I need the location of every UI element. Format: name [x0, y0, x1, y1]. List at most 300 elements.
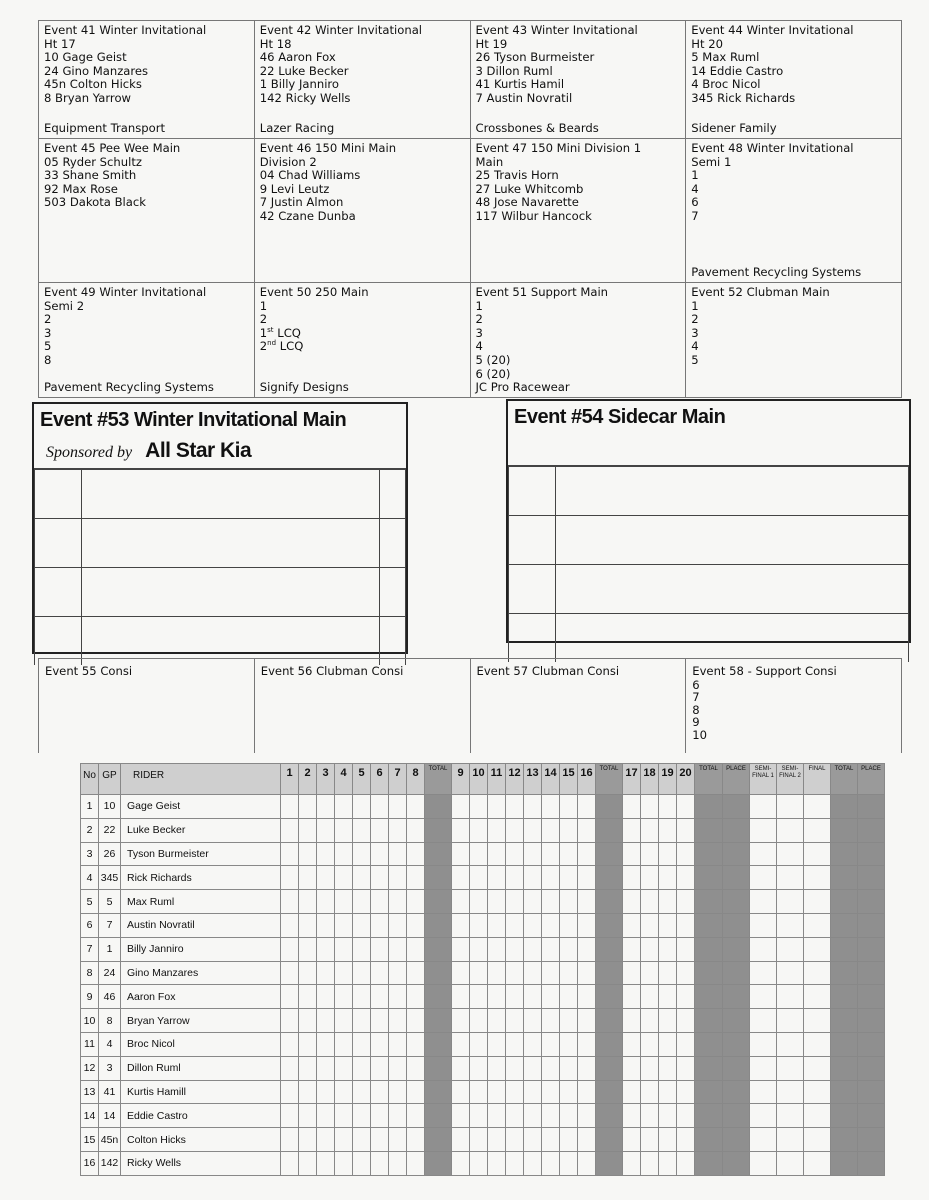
- score-cell[interactable]: [641, 1080, 659, 1104]
- score-cell[interactable]: [488, 842, 506, 866]
- score-cell[interactable]: [641, 1032, 659, 1056]
- place-cell[interactable]: [858, 961, 885, 985]
- score-cell[interactable]: [470, 1104, 488, 1128]
- total-cell[interactable]: [596, 937, 623, 961]
- score-cell[interactable]: [452, 1128, 470, 1152]
- score-cell[interactable]: [371, 1104, 389, 1128]
- score-cell[interactable]: [578, 1080, 596, 1104]
- total-cell[interactable]: [596, 1009, 623, 1033]
- score-cell[interactable]: [623, 842, 641, 866]
- score-cell[interactable]: [524, 937, 542, 961]
- score-cell[interactable]: [560, 913, 578, 937]
- score-cell[interactable]: [578, 866, 596, 890]
- score-cell[interactable]: [578, 1032, 596, 1056]
- score-cell[interactable]: [281, 1080, 299, 1104]
- score-cell[interactable]: [488, 1009, 506, 1033]
- score-cell[interactable]: [777, 818, 804, 842]
- total-cell[interactable]: [695, 1032, 723, 1056]
- place-cell[interactable]: [723, 1128, 750, 1152]
- score-cell[interactable]: [524, 1009, 542, 1033]
- score-cell[interactable]: [299, 1151, 317, 1175]
- score-cell[interactable]: [470, 913, 488, 937]
- total-cell[interactable]: [695, 818, 723, 842]
- score-cell[interactable]: [407, 1009, 425, 1033]
- score-cell[interactable]: [299, 890, 317, 914]
- score-cell[interactable]: [578, 913, 596, 937]
- score-cell[interactable]: [641, 1009, 659, 1033]
- score-cell[interactable]: [777, 1032, 804, 1056]
- score-cell[interactable]: [317, 1151, 335, 1175]
- score-cell[interactable]: [578, 1009, 596, 1033]
- score-cell[interactable]: [804, 1009, 831, 1033]
- score-cell[interactable]: [623, 1056, 641, 1080]
- score-cell[interactable]: [524, 1151, 542, 1175]
- total-cell[interactable]: [425, 1128, 452, 1152]
- score-cell[interactable]: [353, 1128, 371, 1152]
- total-cell[interactable]: [425, 890, 452, 914]
- score-cell[interactable]: [299, 818, 317, 842]
- score-cell[interactable]: [560, 1128, 578, 1152]
- score-cell[interactable]: [371, 985, 389, 1009]
- place-cell[interactable]: [723, 961, 750, 985]
- score-cell[interactable]: [677, 1080, 695, 1104]
- score-cell[interactable]: [452, 818, 470, 842]
- score-cell[interactable]: [560, 1032, 578, 1056]
- score-cell[interactable]: [389, 985, 407, 1009]
- score-cell[interactable]: [470, 1128, 488, 1152]
- total-cell[interactable]: [425, 1056, 452, 1080]
- score-cell[interactable]: [542, 1056, 560, 1080]
- score-cell[interactable]: [371, 795, 389, 819]
- score-cell[interactable]: [488, 913, 506, 937]
- place-cell[interactable]: [858, 937, 885, 961]
- score-cell[interactable]: [750, 1151, 777, 1175]
- score-cell[interactable]: [578, 961, 596, 985]
- score-cell[interactable]: [750, 818, 777, 842]
- score-cell[interactable]: [506, 937, 524, 961]
- place-cell[interactable]: [858, 1104, 885, 1128]
- score-cell[interactable]: [804, 1056, 831, 1080]
- score-cell[interactable]: [371, 913, 389, 937]
- total-cell[interactable]: [596, 985, 623, 1009]
- score-cell[interactable]: [389, 842, 407, 866]
- place-cell[interactable]: [858, 1080, 885, 1104]
- score-cell[interactable]: [560, 890, 578, 914]
- score-cell[interactable]: [804, 795, 831, 819]
- score-cell[interactable]: [777, 1104, 804, 1128]
- score-cell[interactable]: [452, 1009, 470, 1033]
- score-cell[interactable]: [389, 1104, 407, 1128]
- score-cell[interactable]: [335, 937, 353, 961]
- score-cell[interactable]: [623, 1032, 641, 1056]
- score-cell[interactable]: [281, 1009, 299, 1033]
- score-cell[interactable]: [353, 1009, 371, 1033]
- score-cell[interactable]: [677, 1056, 695, 1080]
- score-cell[interactable]: [299, 842, 317, 866]
- result-cell[interactable]: [556, 614, 909, 663]
- score-cell[interactable]: [677, 1104, 695, 1128]
- score-cell[interactable]: [407, 866, 425, 890]
- total-cell[interactable]: [695, 866, 723, 890]
- score-cell[interactable]: [677, 1032, 695, 1056]
- score-cell[interactable]: [777, 1056, 804, 1080]
- score-cell[interactable]: [524, 1128, 542, 1152]
- score-cell[interactable]: [407, 1080, 425, 1104]
- result-cell[interactable]: [35, 568, 82, 617]
- total-cell[interactable]: [831, 1032, 858, 1056]
- score-cell[interactable]: [389, 913, 407, 937]
- score-cell[interactable]: [750, 1009, 777, 1033]
- score-cell[interactable]: [335, 842, 353, 866]
- total-cell[interactable]: [831, 961, 858, 985]
- score-cell[interactable]: [750, 795, 777, 819]
- result-cell[interactable]: [82, 568, 380, 617]
- score-cell[interactable]: [804, 1151, 831, 1175]
- total-cell[interactable]: [425, 842, 452, 866]
- score-cell[interactable]: [488, 1056, 506, 1080]
- score-cell[interactable]: [281, 913, 299, 937]
- score-cell[interactable]: [335, 795, 353, 819]
- score-cell[interactable]: [317, 913, 335, 937]
- place-cell[interactable]: [858, 1009, 885, 1033]
- total-cell[interactable]: [596, 961, 623, 985]
- score-cell[interactable]: [677, 1128, 695, 1152]
- score-cell[interactable]: [281, 1104, 299, 1128]
- score-cell[interactable]: [407, 818, 425, 842]
- place-cell[interactable]: [858, 890, 885, 914]
- score-cell[interactable]: [560, 1080, 578, 1104]
- score-cell[interactable]: [506, 1104, 524, 1128]
- score-cell[interactable]: [623, 1128, 641, 1152]
- score-cell[interactable]: [335, 1151, 353, 1175]
- total-cell[interactable]: [596, 1128, 623, 1152]
- total-cell[interactable]: [695, 1009, 723, 1033]
- score-cell[interactable]: [506, 1151, 524, 1175]
- score-cell[interactable]: [299, 985, 317, 1009]
- total-cell[interactable]: [596, 890, 623, 914]
- score-cell[interactable]: [506, 1128, 524, 1152]
- total-cell[interactable]: [425, 1009, 452, 1033]
- score-cell[interactable]: [488, 1151, 506, 1175]
- score-cell[interactable]: [677, 842, 695, 866]
- score-cell[interactable]: [335, 1128, 353, 1152]
- score-cell[interactable]: [641, 961, 659, 985]
- score-cell[interactable]: [578, 1056, 596, 1080]
- score-cell[interactable]: [470, 818, 488, 842]
- score-cell[interactable]: [659, 818, 677, 842]
- score-cell[interactable]: [524, 985, 542, 1009]
- score-cell[interactable]: [623, 937, 641, 961]
- total-cell[interactable]: [695, 795, 723, 819]
- score-cell[interactable]: [524, 1080, 542, 1104]
- place-cell[interactable]: [723, 866, 750, 890]
- score-cell[interactable]: [470, 842, 488, 866]
- score-cell[interactable]: [299, 1009, 317, 1033]
- score-cell[interactable]: [470, 937, 488, 961]
- score-cell[interactable]: [524, 890, 542, 914]
- score-cell[interactable]: [750, 1080, 777, 1104]
- score-cell[interactable]: [804, 961, 831, 985]
- result-cell[interactable]: [35, 470, 82, 519]
- score-cell[interactable]: [641, 842, 659, 866]
- score-cell[interactable]: [452, 842, 470, 866]
- total-cell[interactable]: [425, 913, 452, 937]
- score-cell[interactable]: [560, 795, 578, 819]
- score-cell[interactable]: [470, 1009, 488, 1033]
- score-cell[interactable]: [317, 1080, 335, 1104]
- score-cell[interactable]: [578, 795, 596, 819]
- score-cell[interactable]: [371, 818, 389, 842]
- score-cell[interactable]: [560, 818, 578, 842]
- score-cell[interactable]: [560, 937, 578, 961]
- score-cell[interactable]: [371, 937, 389, 961]
- total-cell[interactable]: [425, 1104, 452, 1128]
- score-cell[interactable]: [452, 795, 470, 819]
- score-cell[interactable]: [317, 1056, 335, 1080]
- place-cell[interactable]: [858, 985, 885, 1009]
- total-cell[interactable]: [695, 1128, 723, 1152]
- score-cell[interactable]: [506, 913, 524, 937]
- place-cell[interactable]: [723, 1009, 750, 1033]
- score-cell[interactable]: [542, 890, 560, 914]
- score-cell[interactable]: [353, 1032, 371, 1056]
- score-cell[interactable]: [659, 890, 677, 914]
- score-cell[interactable]: [677, 1009, 695, 1033]
- place-cell[interactable]: [858, 913, 885, 937]
- score-cell[interactable]: [641, 866, 659, 890]
- total-cell[interactable]: [596, 1080, 623, 1104]
- score-cell[interactable]: [524, 1032, 542, 1056]
- score-cell[interactable]: [506, 795, 524, 819]
- score-cell[interactable]: [281, 937, 299, 961]
- score-cell[interactable]: [407, 937, 425, 961]
- score-cell[interactable]: [641, 1151, 659, 1175]
- score-cell[interactable]: [317, 818, 335, 842]
- score-cell[interactable]: [677, 795, 695, 819]
- score-cell[interactable]: [560, 866, 578, 890]
- score-cell[interactable]: [281, 961, 299, 985]
- score-cell[interactable]: [623, 1009, 641, 1033]
- score-cell[interactable]: [542, 1104, 560, 1128]
- total-cell[interactable]: [695, 1104, 723, 1128]
- result-cell[interactable]: [509, 467, 556, 516]
- score-cell[interactable]: [389, 866, 407, 890]
- score-cell[interactable]: [281, 1151, 299, 1175]
- score-cell[interactable]: [281, 1032, 299, 1056]
- score-cell[interactable]: [317, 985, 335, 1009]
- score-cell[interactable]: [299, 1080, 317, 1104]
- score-cell[interactable]: [389, 937, 407, 961]
- total-cell[interactable]: [695, 1080, 723, 1104]
- score-cell[interactable]: [578, 842, 596, 866]
- score-cell[interactable]: [452, 866, 470, 890]
- score-cell[interactable]: [488, 818, 506, 842]
- result-cell[interactable]: [509, 614, 556, 663]
- score-cell[interactable]: [488, 1080, 506, 1104]
- score-cell[interactable]: [677, 866, 695, 890]
- score-cell[interactable]: [407, 890, 425, 914]
- score-cell[interactable]: [750, 842, 777, 866]
- total-cell[interactable]: [831, 1104, 858, 1128]
- score-cell[interactable]: [542, 961, 560, 985]
- score-cell[interactable]: [524, 1104, 542, 1128]
- score-cell[interactable]: [641, 1128, 659, 1152]
- result-cell[interactable]: [556, 516, 909, 565]
- score-cell[interactable]: [524, 866, 542, 890]
- score-cell[interactable]: [353, 818, 371, 842]
- score-cell[interactable]: [281, 842, 299, 866]
- score-cell[interactable]: [750, 913, 777, 937]
- place-cell[interactable]: [858, 795, 885, 819]
- score-cell[interactable]: [542, 1080, 560, 1104]
- score-cell[interactable]: [641, 890, 659, 914]
- score-cell[interactable]: [488, 795, 506, 819]
- total-cell[interactable]: [425, 961, 452, 985]
- score-cell[interactable]: [371, 1080, 389, 1104]
- score-cell[interactable]: [299, 1032, 317, 1056]
- score-cell[interactable]: [317, 961, 335, 985]
- score-cell[interactable]: [804, 866, 831, 890]
- score-cell[interactable]: [659, 842, 677, 866]
- score-cell[interactable]: [641, 985, 659, 1009]
- score-cell[interactable]: [317, 937, 335, 961]
- score-cell[interactable]: [623, 1151, 641, 1175]
- place-cell[interactable]: [723, 1104, 750, 1128]
- score-cell[interactable]: [578, 1104, 596, 1128]
- score-cell[interactable]: [750, 866, 777, 890]
- score-cell[interactable]: [542, 1128, 560, 1152]
- score-cell[interactable]: [371, 866, 389, 890]
- score-cell[interactable]: [641, 1104, 659, 1128]
- score-cell[interactable]: [659, 937, 677, 961]
- total-cell[interactable]: [425, 1151, 452, 1175]
- score-cell[interactable]: [777, 985, 804, 1009]
- score-cell[interactable]: [317, 1032, 335, 1056]
- score-cell[interactable]: [353, 913, 371, 937]
- score-cell[interactable]: [623, 866, 641, 890]
- score-cell[interactable]: [804, 1032, 831, 1056]
- score-cell[interactable]: [335, 890, 353, 914]
- result-cell[interactable]: [82, 470, 380, 519]
- score-cell[interactable]: [777, 866, 804, 890]
- score-cell[interactable]: [560, 961, 578, 985]
- total-cell[interactable]: [596, 1104, 623, 1128]
- total-cell[interactable]: [425, 937, 452, 961]
- score-cell[interactable]: [623, 913, 641, 937]
- score-cell[interactable]: [281, 890, 299, 914]
- score-cell[interactable]: [750, 1032, 777, 1056]
- score-cell[interactable]: [371, 961, 389, 985]
- score-cell[interactable]: [353, 961, 371, 985]
- score-cell[interactable]: [407, 1128, 425, 1152]
- score-cell[interactable]: [452, 1104, 470, 1128]
- score-cell[interactable]: [524, 795, 542, 819]
- score-cell[interactable]: [578, 1128, 596, 1152]
- score-cell[interactable]: [677, 913, 695, 937]
- score-cell[interactable]: [299, 913, 317, 937]
- total-cell[interactable]: [695, 890, 723, 914]
- score-cell[interactable]: [299, 1104, 317, 1128]
- score-cell[interactable]: [452, 985, 470, 1009]
- score-cell[interactable]: [389, 1032, 407, 1056]
- score-cell[interactable]: [804, 818, 831, 842]
- score-cell[interactable]: [335, 1080, 353, 1104]
- score-cell[interactable]: [389, 1080, 407, 1104]
- total-cell[interactable]: [831, 1080, 858, 1104]
- place-cell[interactable]: [858, 842, 885, 866]
- total-cell[interactable]: [425, 795, 452, 819]
- score-cell[interactable]: [488, 1104, 506, 1128]
- score-cell[interactable]: [659, 1056, 677, 1080]
- score-cell[interactable]: [578, 1151, 596, 1175]
- score-cell[interactable]: [470, 1056, 488, 1080]
- place-cell[interactable]: [858, 866, 885, 890]
- result-cell[interactable]: [509, 565, 556, 614]
- score-cell[interactable]: [470, 866, 488, 890]
- score-cell[interactable]: [389, 1151, 407, 1175]
- score-cell[interactable]: [560, 1009, 578, 1033]
- score-cell[interactable]: [299, 1128, 317, 1152]
- score-cell[interactable]: [641, 937, 659, 961]
- total-cell[interactable]: [831, 985, 858, 1009]
- score-cell[interactable]: [578, 985, 596, 1009]
- score-cell[interactable]: [407, 1056, 425, 1080]
- total-cell[interactable]: [695, 961, 723, 985]
- score-cell[interactable]: [335, 985, 353, 1009]
- score-cell[interactable]: [353, 1080, 371, 1104]
- score-cell[interactable]: [623, 985, 641, 1009]
- score-cell[interactable]: [506, 866, 524, 890]
- score-cell[interactable]: [371, 1151, 389, 1175]
- score-cell[interactable]: [353, 842, 371, 866]
- place-cell[interactable]: [723, 1032, 750, 1056]
- score-cell[interactable]: [623, 1104, 641, 1128]
- score-cell[interactable]: [407, 985, 425, 1009]
- score-cell[interactable]: [560, 1104, 578, 1128]
- score-cell[interactable]: [506, 985, 524, 1009]
- place-cell[interactable]: [723, 937, 750, 961]
- result-cell[interactable]: [556, 565, 909, 614]
- score-cell[interactable]: [371, 1009, 389, 1033]
- score-cell[interactable]: [335, 1009, 353, 1033]
- total-cell[interactable]: [596, 795, 623, 819]
- place-cell[interactable]: [723, 842, 750, 866]
- place-cell[interactable]: [723, 795, 750, 819]
- score-cell[interactable]: [407, 1151, 425, 1175]
- score-cell[interactable]: [353, 937, 371, 961]
- place-cell[interactable]: [858, 1032, 885, 1056]
- total-cell[interactable]: [695, 985, 723, 1009]
- score-cell[interactable]: [281, 795, 299, 819]
- score-cell[interactable]: [524, 842, 542, 866]
- score-cell[interactable]: [677, 937, 695, 961]
- score-cell[interactable]: [470, 961, 488, 985]
- score-cell[interactable]: [470, 1080, 488, 1104]
- total-cell[interactable]: [425, 985, 452, 1009]
- total-cell[interactable]: [596, 913, 623, 937]
- score-cell[interactable]: [407, 1032, 425, 1056]
- score-cell[interactable]: [335, 1056, 353, 1080]
- score-cell[interactable]: [317, 842, 335, 866]
- score-cell[interactable]: [804, 1080, 831, 1104]
- score-cell[interactable]: [542, 1032, 560, 1056]
- score-cell[interactable]: [371, 1056, 389, 1080]
- total-cell[interactable]: [425, 1080, 452, 1104]
- score-cell[interactable]: [353, 795, 371, 819]
- total-cell[interactable]: [831, 937, 858, 961]
- score-cell[interactable]: [299, 961, 317, 985]
- total-cell[interactable]: [596, 818, 623, 842]
